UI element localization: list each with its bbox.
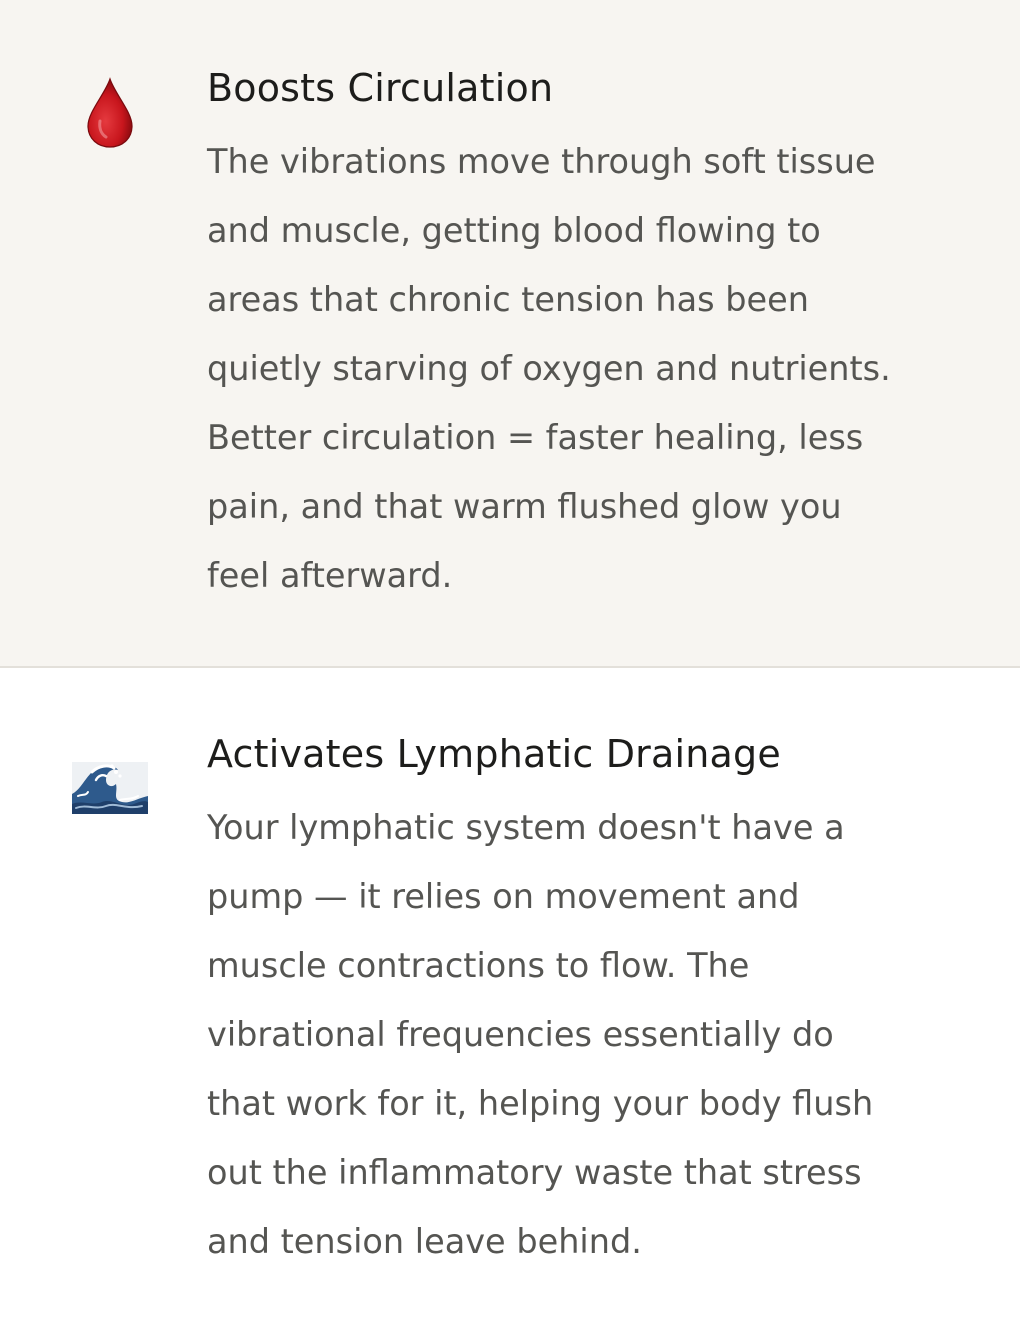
benefit-content: [207, 728, 964, 1276]
description-line: that work for it, helping your body flush: [207, 1084, 874, 1123]
benefit-title: Activates Lymphatic Drainage: [207, 732, 781, 776]
benefit-content: [207, 62, 964, 610]
description-line: out the inflammatory waste that stress: [207, 1153, 862, 1192]
blood-drop-icon: [72, 76, 148, 152]
benefit-title: Boosts Circulation: [207, 66, 554, 110]
description-line: Your lymphatic system doesn't have a: [207, 808, 845, 847]
description-line: areas that chronic tension has been: [207, 280, 809, 319]
description-line: The vibrations move through soft tissue: [207, 142, 876, 181]
benefit-description: [207, 127, 964, 610]
description-line: quietly starving of oxygen and nutrients.: [207, 349, 891, 388]
description-line: pump — it relies on movement and: [207, 877, 800, 916]
description-line: vibrational frequencies essentially do: [207, 1015, 834, 1054]
description-line: muscle contractions to flow. The: [207, 946, 750, 985]
description-line: pain, and that warm flushed glow you: [207, 487, 842, 526]
description-line: feel afterward.: [207, 556, 453, 595]
benefit-description: [207, 793, 964, 1276]
benefit-lymphatic-drainage: [0, 668, 1020, 1333]
description-line: and tension leave behind.: [207, 1222, 642, 1261]
description-line: and muscle, getting blood flowing to: [207, 211, 821, 250]
water-wave-icon: [72, 750, 148, 826]
description-line: Better circulation = faster healing, less: [207, 418, 864, 457]
